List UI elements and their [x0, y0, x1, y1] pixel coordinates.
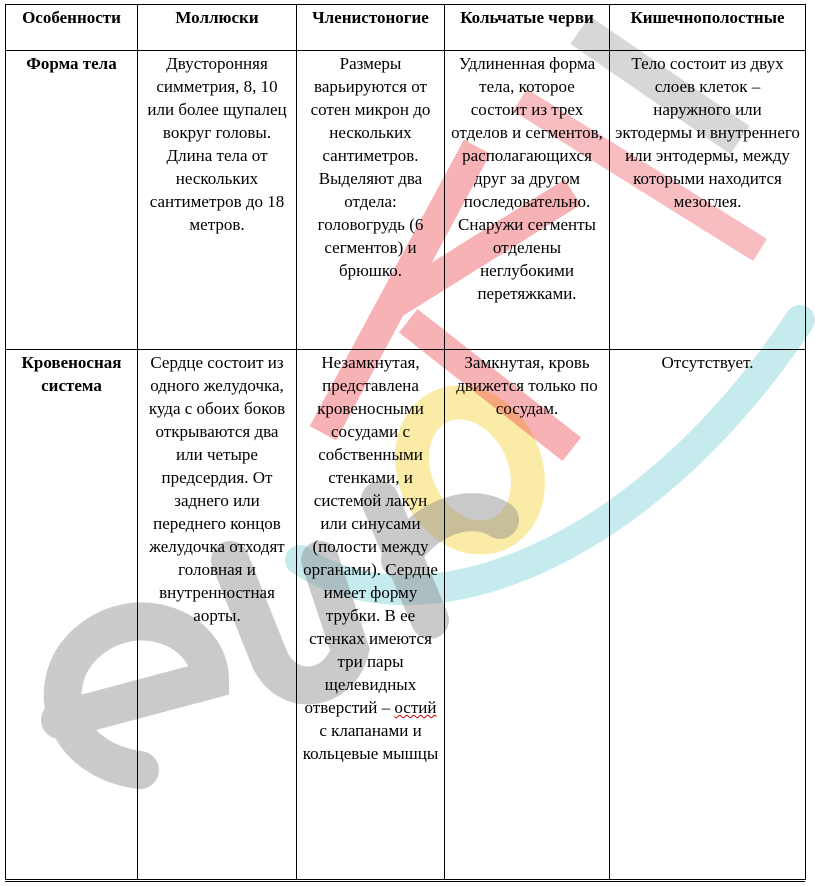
header-coelenterates: Кишечнополостные	[610, 5, 806, 51]
header-annelids: Кольчатые черви	[445, 5, 610, 51]
cell-coelenterates-body-shape: Тело состоит из двух слоев клеток – наружного или эктодермы и внутреннего или энтодермы, между которыми находится мезоглея.	[610, 51, 806, 350]
table-bottom-rule	[5, 881, 805, 882]
row-label-body-shape: Форма тела	[6, 51, 138, 350]
arthropods-circulatory-text: Незамкнутая, представлена кровеносными сосудами с собственными стенками, и системой лакун или синусами (полости между органами). Сердце имеет форму трубки. В ее стенках имеются три пары щелевидных отверстий –	[303, 353, 438, 717]
comparison-table	[5, 4, 806, 880]
arthropods-circulatory-tail: с клапанами и кольцевые мышцы	[302, 721, 439, 763]
cell-arthropods-circulatory	[297, 350, 445, 880]
table-header-row	[6, 5, 806, 51]
row-label-circulatory-system: Кровеносная система	[6, 350, 138, 880]
cell-annelids-circulatory: Замкнутая, кровь движется только по сосудам.	[445, 350, 610, 880]
cell-arthropods-body-shape: Размеры варьируются от сотен микрон до нескольких сантиметров. Выделяют два отдела: головогрудь (6 сегментов) и брюшко.	[297, 51, 445, 350]
header-molluscs: Моллюски	[138, 5, 297, 51]
cell-molluscs-body-shape: Двусторонняя симметрия, 8, 10 или более щупалец вокруг головы. Длина тела от нескольких сантиметров до 18 метров.	[138, 51, 297, 350]
cell-molluscs-circulatory: Сердце состоит из одного желудочка, куда с обоих боков открываются два или четыре предсердия. От заднего или переднего концов желудочка отходят головная и внутренностная аорты.	[138, 350, 297, 880]
cell-annelids-body-shape: Удлиненная форма тела, которое состоит из трех отделов и сегментов, располагающихся друг за другом последовательно. Снаружи сегменты отделены неглубокими перетяжками.	[445, 51, 610, 350]
table-row	[6, 51, 806, 350]
table-row	[6, 350, 806, 880]
cell-coelenterates-circulatory: Отсутствует.	[610, 350, 806, 880]
header-features: Особенности	[6, 5, 138, 51]
spellcheck-word: остий	[394, 698, 437, 717]
header-arthropods: Членистоногие	[297, 5, 445, 51]
